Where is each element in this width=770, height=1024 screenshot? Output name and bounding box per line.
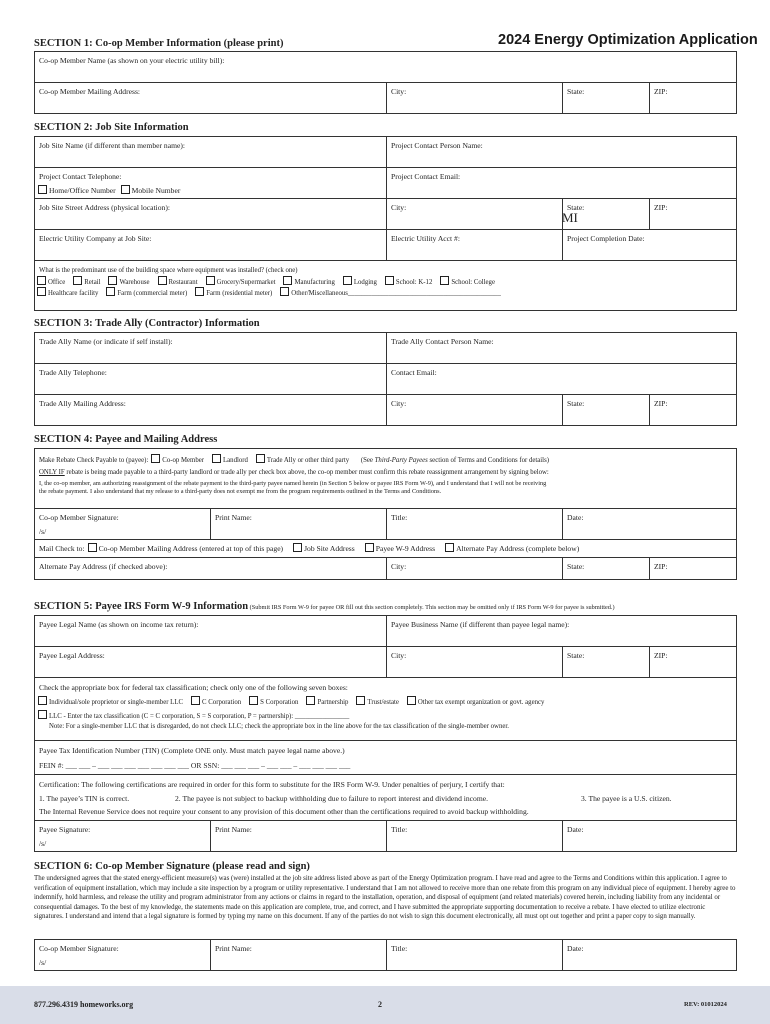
revision: REV: 01012024 xyxy=(684,1001,727,1008)
home-office-label: Home/Office Number xyxy=(49,186,116,195)
mail-to-label-2: Payee W-9 Address xyxy=(375,544,436,553)
final-signature-field[interactable] xyxy=(35,940,211,971)
final-date-field[interactable]: Date: xyxy=(563,940,737,971)
payee-title-field[interactable]: Title: xyxy=(387,821,563,852)
mail-options xyxy=(85,544,580,553)
building-use-alt-label-1: Farm (commercial meter) xyxy=(117,290,188,297)
agreement-paragraph: The undersigned agrees that the stated energy-efficient measure(s) was (were) installed at the job site address listed above as part of the Energy Optimization program. I have read and agree to the Terms and Conditions within this application. I agree to verification of equipment installation, which may include a site inspection by a program or utility representative. I understand that I am not allowed to receive more than one rebate from this program on any individual piece of equipment. I hereby agree to indemnify, hold harmless, and release the utility and program administrator from any actions or claims in regard to the installation, operation, and disposal of equipment (and related materials) covered herein, including liability from any incidental or consequential damages. To the best of my knowledge, the statements made on this application are complete, true, and correct, and I have submitted the appropriate supporting documentation to receive a rebate. I have elected to utilize electronic signatures. I understand and intend that a legal signature is formed by typing my name on this document. If any of the parties do not wish to sign this document electronically, all must opt out together and print a paper copy to sign manually. xyxy=(34,875,736,921)
trade-ally-zip-field[interactable]: ZIP: xyxy=(650,395,737,426)
note-italic: Third-Party Payees xyxy=(374,457,428,464)
mail-check-row xyxy=(35,540,737,558)
payee-print-name-field[interactable]: Print Name: xyxy=(211,821,387,852)
section-3-table xyxy=(34,332,737,426)
payable-to-label: Make Rebate Check Payable to (payee): xyxy=(39,457,149,464)
completion-date-field[interactable]: Project Completion Date: xyxy=(563,230,737,261)
irs-note: The Internal Revenue Service does not require your consent to any provision of this document other than the certifications required to avoid backup withholding. xyxy=(39,807,529,816)
tax-class-label-2: S Corporation xyxy=(260,699,299,706)
footer xyxy=(0,986,770,1024)
building-use-label-4: Grocery/Supermarket xyxy=(216,279,276,286)
page-number: 2 xyxy=(378,1000,382,1009)
section-2-heading: SECTION 2: Job Site Information xyxy=(34,122,189,133)
signature-mark: /s/ xyxy=(39,839,47,848)
building-use-question: What is the predominant use of the building space where equipment was installed? (check one) xyxy=(39,267,298,274)
tax-class-checkbox-5[interactable] xyxy=(407,696,416,705)
utility-company-field[interactable]: Electric Utility Company at Job Site: xyxy=(35,230,387,261)
payee-legal-address-field[interactable]: Payee Legal Address: xyxy=(35,647,387,678)
member-zip-field[interactable]: ZIP: xyxy=(650,83,737,114)
signature-mark: /s/ xyxy=(39,527,47,536)
cert-intro: Certification: The following certifications are required in order for this form to substitute for the IRS Form W-9. Under penalties of perjury, I certify that: xyxy=(39,780,505,789)
building-use-checkbox-2[interactable] xyxy=(108,276,117,285)
building-use-label-2: Warehouse xyxy=(119,279,150,286)
trade-ally-contact-field[interactable]: Trade Ally Contact Person Name: xyxy=(387,333,737,364)
member-name-field[interactable]: Co-op Member Name (as shown on your electric utility bill): xyxy=(35,52,737,83)
tax-class-checkbox-0[interactable] xyxy=(38,696,47,705)
section-1-heading: SECTION 1: Co-op Member Information (please print) xyxy=(34,38,284,49)
building-use-label-7: School: K-12 xyxy=(395,279,433,286)
alt-address-field[interactable]: Alternate Pay Address (if checked above): xyxy=(35,558,387,580)
project-contact-telephone-field[interactable] xyxy=(35,168,387,199)
section-5-table xyxy=(34,615,737,852)
note-post: section of Terms and Conditions for details) xyxy=(427,457,549,464)
alt-zip-field[interactable]: ZIP: xyxy=(650,558,737,580)
building-use-alt-label-3: Other/Miscellaneous_____________________________________________ xyxy=(291,290,501,297)
auth-line-2: the rebate payment. I also understand that my release to a third-party does not exempt me from the program requirements outlined in the Terms and Conditions. xyxy=(39,488,442,495)
tax-class-checkbox-2[interactable] xyxy=(249,696,258,705)
cert-item-3: 3. The payee is a U.S. citizen. xyxy=(581,794,672,803)
note-pre: (See xyxy=(360,457,375,464)
building-use-checkbox-7[interactable] xyxy=(385,276,394,285)
trade-ally-email-field[interactable]: Contact Email: xyxy=(387,364,737,395)
project-contact-person-field[interactable]: Project Contact Person Name: xyxy=(387,137,737,168)
payee-label-1: Landlord xyxy=(223,457,248,464)
payee-checkbox-0[interactable] xyxy=(151,454,160,463)
building-use-checkbox-6[interactable] xyxy=(343,276,352,285)
trade-ally-telephone-field[interactable]: Trade Ally Telephone: xyxy=(35,364,387,395)
member-city-field[interactable]: City: xyxy=(387,83,563,114)
building-use-checkbox-5[interactable] xyxy=(283,276,292,285)
trade-ally-name-field[interactable]: Trade Ally Name (or indicate if self install): xyxy=(35,333,387,364)
building-use-alt-label-0: Healthcare facility xyxy=(48,290,99,297)
building-use-label-3: Restaurant xyxy=(168,279,198,286)
tax-class-label-4: Trust/estate xyxy=(367,699,399,706)
section-5-title: SECTION 5: Payee IRS Form W-9 Information xyxy=(34,601,249,612)
mail-to-label-1: Job Site Address xyxy=(304,544,355,553)
llc-note: Note: For a single-member LLC that is disregarded, do not check LLC; check the appropriate box in the line above for the tax classification of the single-member owner. xyxy=(49,723,509,730)
cert-item-1: 1. The payee’s TIN is correct. xyxy=(39,794,130,803)
document-title: 2024 Energy Optimization Application xyxy=(498,32,758,48)
building-use-label-0: Office xyxy=(48,279,66,286)
only-if-row xyxy=(39,469,732,476)
llc-label: LLC - Enter the tax classification (C = C corporation, S = S corporation, P = partnership): ________________ xyxy=(49,713,350,720)
tax-class-label-5: Other tax exempt organization or govt. agency xyxy=(417,699,545,706)
section-6-heading: SECTION 6: Co-op Member Signature (please read and sign) xyxy=(34,861,310,872)
final-title-field[interactable]: Title: xyxy=(387,940,563,971)
only-if-label: ONLY IF xyxy=(39,469,65,476)
alt-state-field[interactable]: State: xyxy=(563,558,650,580)
only-if-text: rebate is being made payable to a third-party landlord or trade ally per check box above, the co-op member must confirm this rebate reassignment arrangement by signing below: xyxy=(64,469,549,476)
building-use-checkbox-0[interactable] xyxy=(37,276,46,285)
payee-state-field[interactable]: State: xyxy=(563,647,650,678)
tax-class-checkbox-3[interactable] xyxy=(306,696,315,705)
tax-classification-block xyxy=(35,678,737,741)
tax-class-label-0: Individual/sole proprietor or single-member LLC xyxy=(49,699,184,706)
payee-date-field[interactable]: Date: xyxy=(563,821,737,852)
building-use-alt-checkbox-2[interactable] xyxy=(195,287,204,296)
building-use-checkbox-4[interactable] xyxy=(206,276,215,285)
signature-label: Co-op Member Signature: xyxy=(39,513,119,522)
section-4-heading: SECTION 4: Payee and Mailing Address xyxy=(34,434,218,445)
utility-acct-field[interactable]: Electric Utility Acct #: xyxy=(387,230,563,261)
member-state-field[interactable]: State: xyxy=(563,83,650,114)
member-signature-field[interactable] xyxy=(35,509,211,540)
home-office-checkbox[interactable] xyxy=(38,185,47,194)
payee-checkbox-2[interactable] xyxy=(256,454,265,463)
tin-label: Payee Tax Identification Number (TIN) (Complete ONE only. Must match payee legal name above.) xyxy=(39,746,345,755)
tax-class-label-1: C Corporation xyxy=(202,699,242,706)
building-use-field xyxy=(35,261,737,311)
payee-city-field[interactable]: City: xyxy=(387,647,563,678)
mail-to-checkbox-1[interactable] xyxy=(293,543,302,552)
payee-options xyxy=(148,457,349,464)
tin-block xyxy=(35,741,737,775)
tax-options-row xyxy=(35,696,732,706)
building-use-checkbox-8[interactable] xyxy=(440,276,449,285)
section-6-table xyxy=(34,939,737,971)
signature-label: Payee Signature: xyxy=(39,825,91,834)
building-use-label-1: Retail xyxy=(84,279,101,286)
project-contact-email-field[interactable]: Project Contact Email: xyxy=(387,168,737,199)
job-site-city-field[interactable]: City: xyxy=(387,199,563,230)
job-site-state-value: MI xyxy=(562,210,578,225)
building-use-alt-checkbox-0[interactable] xyxy=(37,287,46,296)
trade-ally-city-field[interactable]: City: xyxy=(387,395,563,426)
payee-label-0: Co-op Member xyxy=(162,457,204,464)
title-field[interactable]: Title: xyxy=(387,509,563,540)
payee-label-2: Trade Ally or other third party xyxy=(266,457,350,464)
building-use-checkbox-1[interactable] xyxy=(73,276,82,285)
building-use-alt-checkbox-3[interactable] xyxy=(280,287,289,296)
section-4-table xyxy=(34,448,737,580)
building-use-alt-label-2: Farm (residential meter) xyxy=(206,290,273,297)
job-site-state-field[interactable]: State: xyxy=(563,199,650,230)
section-5-heading xyxy=(34,601,615,612)
building-use-label-6: Lodging xyxy=(353,279,377,286)
member-address-field[interactable]: Co-op Member Mailing Address: xyxy=(35,83,387,114)
job-site-name-field[interactable]: Job Site Name (if different than member name): xyxy=(35,137,387,168)
building-use-row-1 xyxy=(35,276,733,286)
llc-row xyxy=(35,710,732,720)
job-site-street-field[interactable]: Job Site Street Address (physical location): xyxy=(35,199,387,230)
mobile-checkbox[interactable] xyxy=(121,185,130,194)
footer-contact: 877.296.4319 homeworks.org xyxy=(34,1000,134,1009)
fein-ssn-field[interactable]: FEIN #: ___ ___ – ___ ___ ___ ___ ___ ___ ___ OR SSN: ___ ___ ___ – ___ ___ – ___ ___ ___ ___ xyxy=(39,761,351,770)
trade-ally-address-field[interactable]: Trade Ally Mailing Address: xyxy=(35,395,387,426)
cert-item-2: 2. The payee is not subject to backup withholding due to failure to report interest and dividend income. xyxy=(175,794,489,803)
mail-to-checkbox-0[interactable] xyxy=(88,543,97,552)
tax-class-checkbox-4[interactable] xyxy=(356,696,365,705)
mail-to-checkbox-2[interactable] xyxy=(365,543,374,552)
payee-zip-field[interactable]: ZIP: xyxy=(650,647,737,678)
alt-city-field[interactable]: City: xyxy=(387,558,563,580)
job-site-zip-field[interactable]: ZIP: xyxy=(650,199,737,230)
payee-legal-name-field[interactable]: Payee Legal Name (as shown on income tax return): xyxy=(35,616,387,647)
payable-to-row xyxy=(39,454,732,464)
mobile-label: Mobile Number xyxy=(131,186,181,195)
telephone-label: Project Contact Telephone: xyxy=(39,172,122,181)
tax-prompt: Check the appropriate box for federal tax classification; check only one of the following seven boxes: xyxy=(39,683,348,692)
building-use-label-5: Manufacturing xyxy=(294,279,335,286)
third-party-note xyxy=(361,457,549,464)
llc-checkbox[interactable] xyxy=(38,710,47,719)
certification-block xyxy=(35,775,737,821)
building-use-checkbox-3[interactable] xyxy=(158,276,167,285)
section-3-heading: SECTION 3: Trade Ally (Contractor) Information xyxy=(34,318,260,329)
payee-signature-field[interactable] xyxy=(35,821,211,852)
building-use-row-2 xyxy=(35,287,733,297)
mail-check-label: Mail Check to: xyxy=(39,544,85,553)
tax-class-label-3: Partnership xyxy=(317,699,349,706)
section-5-note: (Submit IRS Form W-9 for payee OR fill out this section completely. This section may be omitted only if IRS Form W-9 for payee is submitted.) xyxy=(248,604,615,611)
cert-items xyxy=(39,794,732,804)
signature-label: Co-op Member Signature: xyxy=(39,944,119,953)
mail-to-checkbox-3[interactable] xyxy=(445,543,454,552)
auth-line-1: I, the co-op member, am authorizing reassignment of the rebate payment to the third-party payee named herein (in Section 5 below or payee IRS Form W-9), and I understand that I will not be receiving xyxy=(39,480,547,487)
print-name-field[interactable]: Print Name: xyxy=(211,509,387,540)
signature-mark: /s/ xyxy=(39,958,47,967)
final-print-name-field[interactable]: Print Name: xyxy=(211,940,387,971)
trade-ally-state-field[interactable]: State: xyxy=(563,395,650,426)
date-field[interactable]: Date: xyxy=(563,509,737,540)
payee-business-name-field[interactable]: Payee Business Name (if different than payee legal name): xyxy=(387,616,737,647)
section-2-table xyxy=(34,136,737,311)
payee-block xyxy=(35,449,737,509)
mail-to-label-0: Co-op Member Mailing Address (entered at top of this page) xyxy=(98,544,284,553)
mail-to-label-3: Alternate Pay Address (complete below) xyxy=(456,544,580,553)
payee-checkbox-1[interactable] xyxy=(212,454,221,463)
section-1-table xyxy=(34,51,737,114)
building-use-alt-checkbox-1[interactable] xyxy=(106,287,115,296)
tax-class-checkbox-1[interactable] xyxy=(191,696,200,705)
building-use-label-8: School: College xyxy=(451,279,495,286)
